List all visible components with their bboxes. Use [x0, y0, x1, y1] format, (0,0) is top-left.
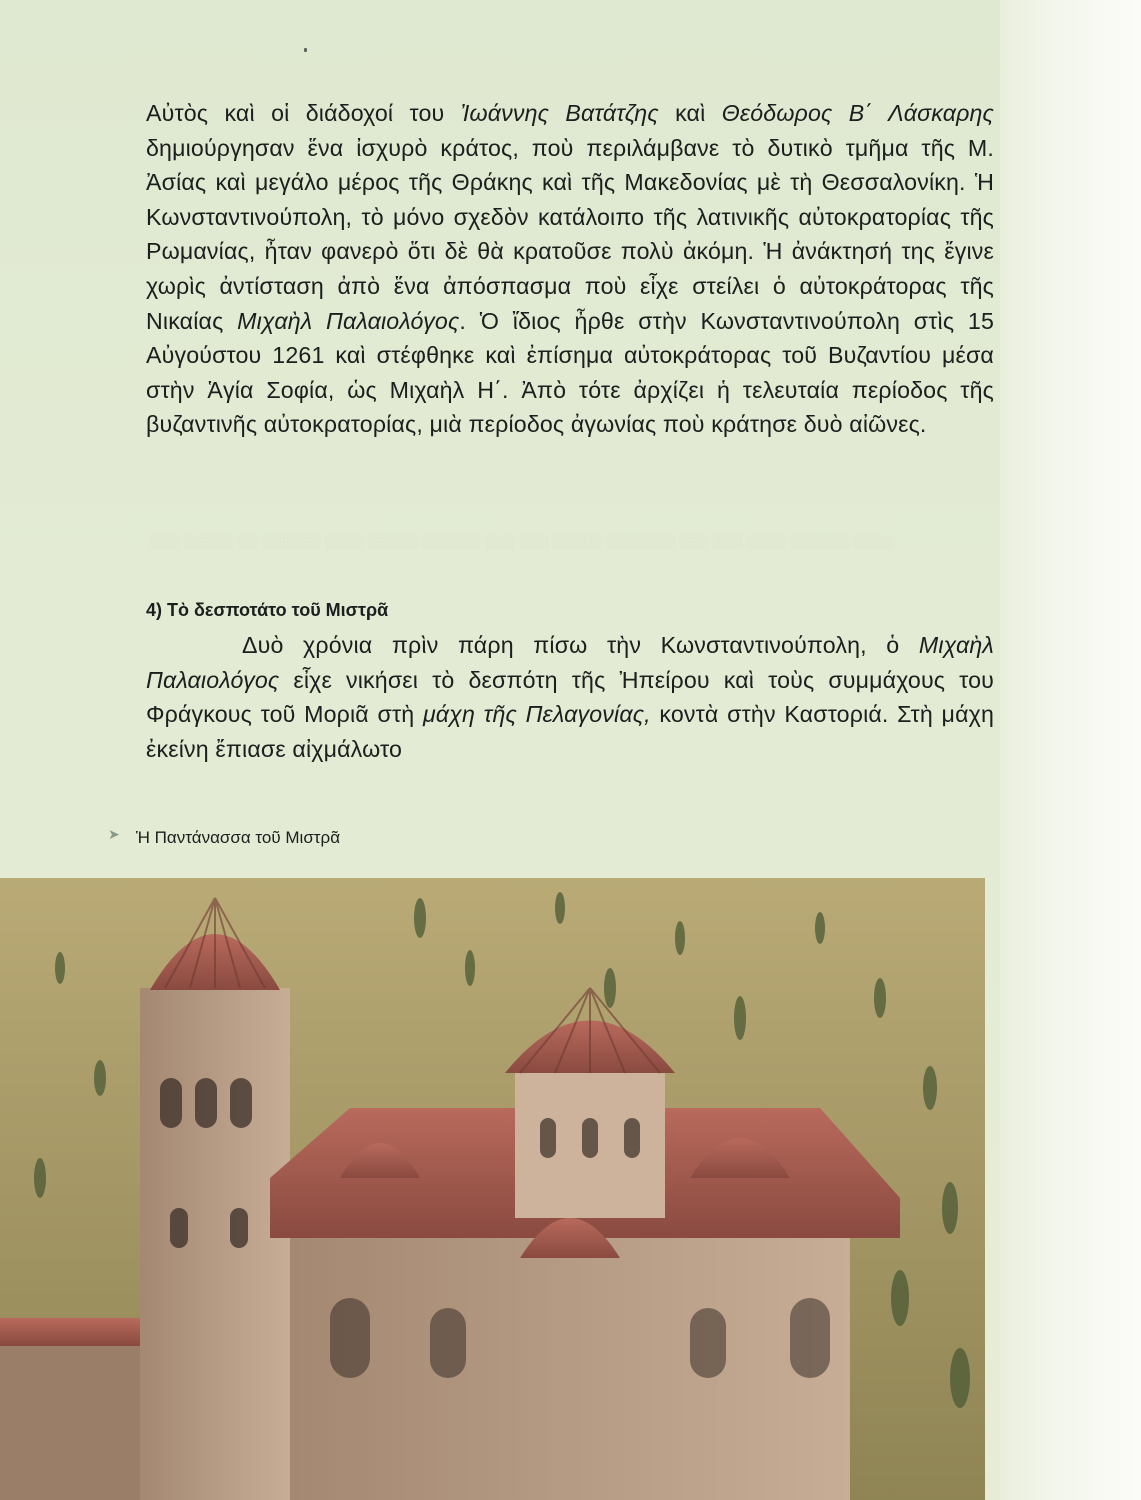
paragraph-mystras: Δυὸ χρόνια πρὶν πάρη πίσω τὴν Κωνσταντινούπολη, ὁ Μιχαὴλ Παλαιολόγος εἶχε νικήσει τὸ δεσπότη τῆς Ἠπείρου καὶ τοὺς συμμάχους του Φράγκους τοῦ Μοριᾶ στὴ μάχη τῆς Πελαγονίας, κοντὰ στὴν Καστοριά. Στὴ μάχη ἐκείνη ἔπιασε αἰχμάλωτο	[146, 632, 994, 762]
name-palaiologos: Μιχαὴλ Παλαιολόγος	[237, 307, 460, 334]
caption-arrow-icon: ➤	[108, 826, 120, 842]
section-heading: 4) Τὸ δεσποτάτο τοῦ Μιστρᾶ	[146, 600, 389, 620]
name-palaiologos-2: Μιχαὴλ Παλαιολόγος	[146, 632, 994, 693]
page-edge	[1000, 0, 1141, 1500]
speck	[304, 48, 307, 52]
name-vatatzes: Ἰωάννης Βατάτζης	[460, 100, 659, 126]
photo-caption: Ἡ Παντάνασσα τοῦ Μιστρᾶ	[136, 828, 341, 847]
name-laskaris: Θεόδωρος Β΄ Λάσκαρης	[721, 100, 994, 126]
battle-name: μάχη τῆς Πελαγονίας,	[422, 701, 651, 728]
paragraph-intro: Αὐτὸς καὶ οἱ διάδοχοί του Ἰωάννης Βατάτζης καὶ Θεόδωρος Β΄ Λάσκαρης δημιούργησαν ἕνα ἰσχυρὸ κράτος, ποὺ περιλάμβανε τὸ δυτικὸ τμῆμα τῆς Μ. Ἀσίας καὶ μεγάλο μέρος τῆς Θράκης καὶ τῆς Μακεδονίας μὲ τὴ Θεσσαλονίκη. Ἡ Κωνσταντινούπολη, τὸ μόνο σχεδὸν κατάλοιπο τῆς λατινικῆς αὐτοκρατορίας τῆς Ρωμανίας, ἦταν φανερὸ ὅτι δὲ θὰ κρατοῦσε πολὺ ἀκόμη. Ἡ ἀνάκτησή της ἔγινε χωρὶς ἀντίσταση ἀπὸ ἕνα ἀπόσπασμα ποὺ εἶχε στείλει ὁ αὐτοκράτορας τῆς Νικαίας Μιχαὴλ Παλαιολόγος. Ὁ ἴδιος ἦρθε στὴν Κωνσταντινούπολη στὶς 15 Αὐγούστου 1261 καὶ στέφθηκε καὶ ἐπίσημα αὐτοκράτορας τοῦ Βυζαντίου μέσα στὴν Ἁγία Σοφία, ὡς Μιχαὴλ Η΄. Ἀπὸ τότε ἀρχίζει ἡ τελευταία περίοδος τῆς βυζαντινῆς αὐτοκρατορίας, μιὰ περίοδος ἀγωνίας ποὺ κράτησε δυὸ αἰῶνες.	[146, 100, 994, 438]
bleed-through-text: ░░░ ░░░░░ ░░ ░░░░░░ ░░░░ ░░░░░ ░░░░░░ ░░░ ░░░ ░░░░░ ░░░░░░░ ░░░ ░░░ ░░░░ ░░░░░░ ░░░░	[150, 533, 893, 549]
church-photo	[0, 878, 985, 1500]
